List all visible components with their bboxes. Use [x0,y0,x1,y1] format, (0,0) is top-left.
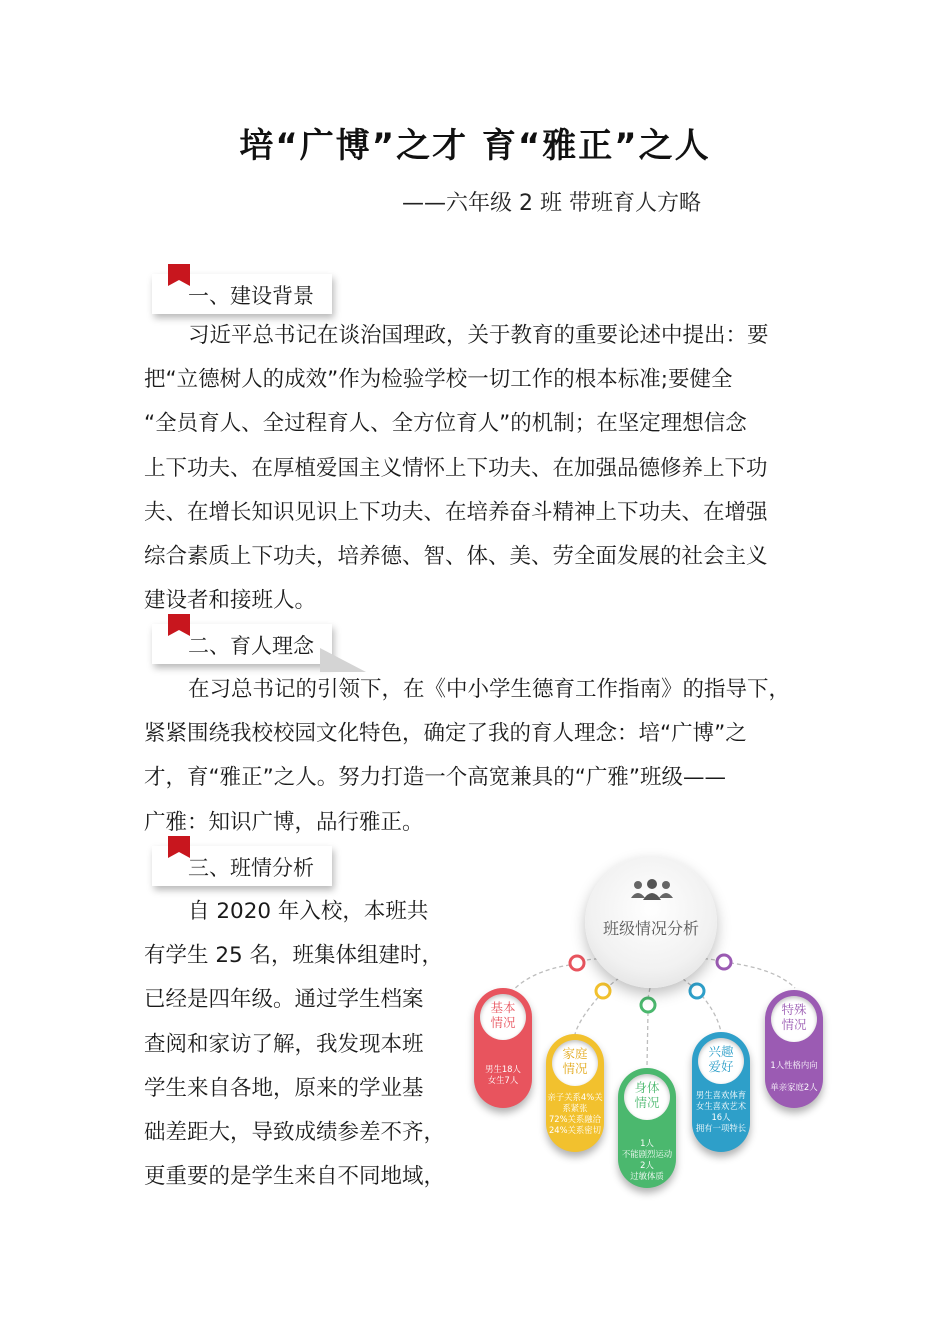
card-title-disc [552,1040,598,1086]
bookmark-ribbon-icon [168,836,190,852]
card-title-disc [624,1074,670,1120]
center-hub-label: 班级情况分析 [602,919,699,938]
paragraph-line: “全员育人、全过程育人、全方位育人”的机制；在坚定理想信念 [144,411,747,437]
card-title: 基本 情况 [490,1000,516,1030]
center-hub [585,856,717,988]
paragraph-line: 习近平总书记在谈治国理政，关于教育的重要论述中提出：要 [188,323,769,348]
card-title: 兴趣 爱好 [708,1044,734,1074]
card-title: 家庭 情况 [562,1046,588,1076]
paragraph-line: 紧紧围绕我校校园文化特色，确定了我的育人理念：培“广博”之 [144,721,747,747]
card-body: 1人 不能剧烈运动 2人 过敏体质 [621,1138,673,1181]
paragraph-line: 更重要的是学生来自不同地域， [144,1164,446,1190]
paragraph-line: 把“立德树人的成效”作为检验学校一切工作的根本标准;要健全 [144,367,733,393]
section-heading-background [152,846,332,886]
paragraph-line: 查阅和家访了解，我发现本班 [144,1031,424,1057]
node-ring [690,984,704,998]
section-heading-label: 一、建设背景 [188,284,314,308]
paragraph-line: 础差距大，导致成绩参差不齐， [144,1120,446,1146]
paragraph-line: 在习总书记的引领下，在《中小学生德育工作指南》的指导下， [188,677,791,702]
card-body: 亲子关系4%关 系紧张 72%关系融洽 24%关系密切 [547,1092,603,1135]
card-body: 1人性格内向 单亲家庭2人 [770,1060,818,1092]
card-body: 男生18人 女生7人 [485,1064,521,1085]
paragraph-line: 有学生 25 名，班集体组建时， [144,943,444,969]
card-body: 男生喜欢体育 女生喜欢艺术 16人 拥有一项特长 [695,1090,747,1133]
node-ring [717,955,731,969]
class-analysis-infographic [465,852,845,1192]
node-ring [596,984,610,998]
bookmark-ribbon-icon [168,264,190,280]
document-title: 培“广博”之才 育“雅正”之人 [239,126,711,166]
bookmark-ribbon-icon [168,614,190,630]
paragraph-line: 已经是四年级。通过学生档案 [144,987,424,1013]
paragraph-line: 夫、在增长知识见识上下功夫、在培养奋斗精神上下功夫、在增强 [144,499,768,525]
paragraph-line: 广雅：知识广博，品行雅正。 [144,809,424,835]
paragraph-line: 上下功夫、在厚植爱国主义情怀上下功夫、在加强品德修养上下功 [144,455,768,481]
card-title-disc [698,1038,744,1084]
section-background-paragraph [144,314,804,623]
node-ring [570,956,584,970]
card-title-disc [771,996,817,1042]
card-family-info [546,1034,604,1152]
paragraph-line: 学生来自各地，原来的学业基 [144,1075,424,1101]
card-basic-info [474,988,532,1108]
node-ring [641,998,655,1012]
section-class-analysis-paragraph [144,890,454,1199]
section-philosophy-paragraph [144,668,804,845]
paragraph-line: 综合素质上下功夫，培养德、智、体、美、劳全面发展的社会主义 [144,544,768,570]
paragraph-line: 建设者和接班人。 [144,588,317,614]
paragraph-line: 才，育“雅正”之人。努力打造一个高宽兼具的“广雅”班级—— [144,765,727,791]
document-subtitle: ——六年级 2 班 带班育人方略 [402,191,701,216]
people-group-icon [629,878,675,902]
section-heading-label: 三、班情分析 [188,856,314,880]
card-title: 特殊 情况 [781,1002,807,1032]
card-special-info [765,990,823,1108]
card-hobbies-info [692,1032,750,1152]
section-heading-background [152,274,332,314]
paragraph-line: 自 2020 年入校，本班共 [188,899,429,924]
card-title: 身体 情况 [634,1080,660,1110]
card-health-info [618,1068,676,1188]
card-title-disc [480,994,526,1040]
section-heading-label: 二、育人理念 [188,634,314,658]
section-heading-background [152,624,332,664]
